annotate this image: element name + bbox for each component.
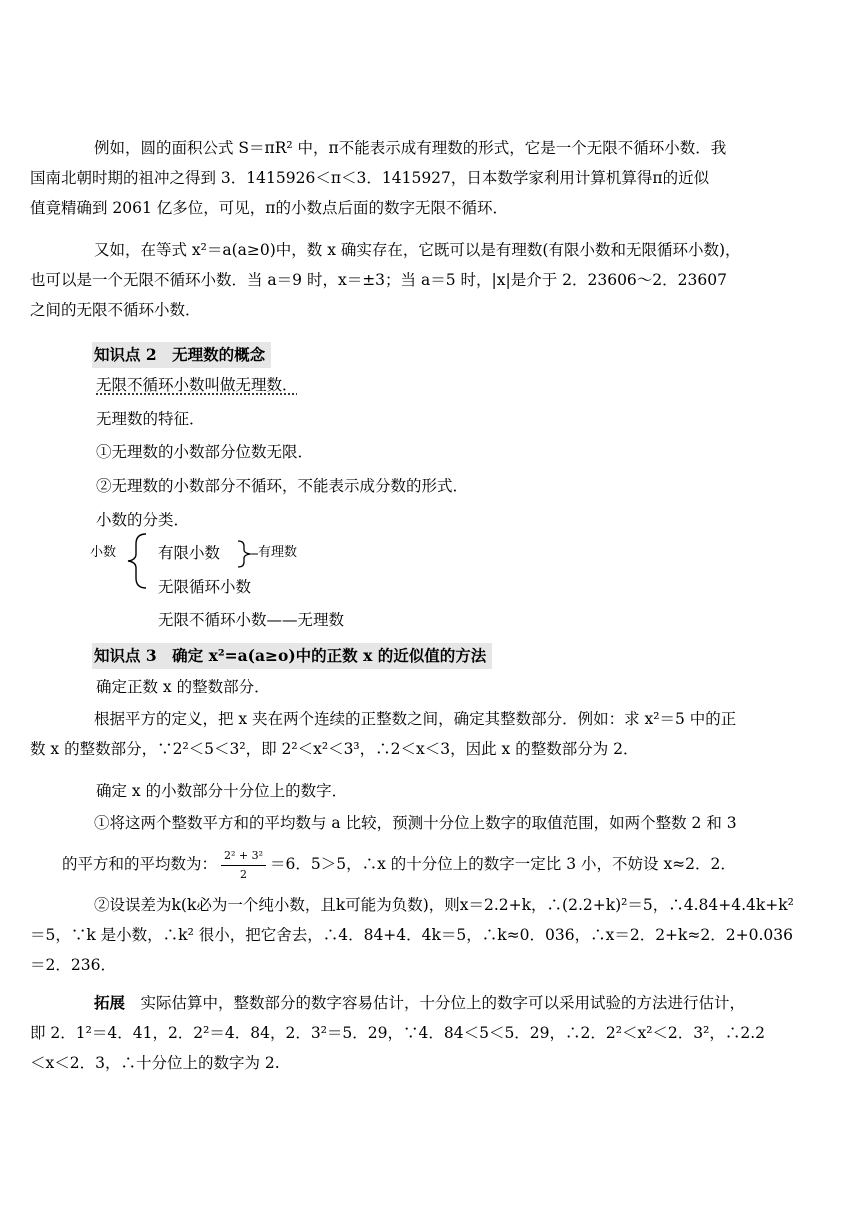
extension-line-2: 即 2．1²＝4．41，2．2²＝4．84，2．3²＝5．29，∵4．84＜5＜5．29，∴2．2²＜x²＜2．3²，∴2.2 — [30, 1024, 766, 1042]
section-2-heading: 知识点 2 无理数的概念 — [92, 342, 271, 368]
tree-irrational-line: 无限不循环小数——无理数 — [158, 611, 345, 629]
tenths-line-1: ①将这两个整数平方和的平均数与 a 比较，预测十分位上数字的取值范围，如两个整数 2 和 3 — [94, 814, 737, 832]
extension-line-3: ＜x＜2．3，∴十分位上的数字为 2. — [30, 1054, 280, 1072]
fraction-denominator: 2 — [240, 867, 248, 881]
classification-title: 小数的分类． — [96, 511, 190, 529]
paragraph-error-estimate — [30, 890, 802, 980]
sqrt-line-1: 又如，在等式 x²＝a(a≥0)中，数 x 确实存在，它既可以是有理数(有限小数和无限循环小数)， — [94, 241, 741, 259]
tree-repeating-decimal: 无限循环小数 — [158, 578, 252, 596]
tenths-line-2-post: ＝6．5＞5，∴x 的十分位上的数字一定比 3 小，不妨设 x≈2．2． — [270, 855, 736, 873]
integer-line-2: 数 x 的整数部分，∵2²＜5＜3²，即 2²＜x²＜3³，∴2＜x＜3，因此 x 的整数部分为 2． — [30, 740, 639, 758]
tree-rational-label: 有理数 — [258, 545, 298, 560]
pi-line-1: 例如，圆的面积公式 S＝πR² 中，π不能表示成有理数的形式，它是一个无限不循环小数．我 — [94, 139, 727, 157]
pi-line-2: 国南北朝时期的祖冲之得到 3．1415926＜π＜3．1415927，日本数学家利用计算机算得π的近似 — [30, 169, 710, 187]
feature-1: ①无理数的小数部分位数无限． — [96, 443, 314, 461]
sqrt-line-3: 之间的无限不循环小数． — [30, 301, 201, 319]
error-line-3: ＝2．236． — [30, 956, 116, 974]
paragraph-extension — [30, 988, 802, 1078]
left-brace-icon — [124, 532, 156, 590]
average-fraction — [221, 847, 266, 884]
extension-line-1: 实际估算中，整数部分的数字容易估计，十分位上的数字可以采用试验的方法进行估计， — [140, 994, 746, 1012]
sqrt-line-2: 也可以是一个无限不循环小数．当 a＝9 时，x＝±3；当 a＝5 时，|x|是介于 2．23606～2．23607 — [30, 271, 727, 289]
step1-title: 确定正数 x 的整数部分． — [96, 678, 270, 696]
feature-title: 无理数的特征． — [96, 410, 205, 428]
paragraph-integer-part — [30, 704, 802, 764]
error-line-2: ＝5，∵k 是小数，∴k² 很小，把它舍去，∴4．84+4．4k＝5，∴k≈0．036，∴x＝2．2+k≈2．2+0.036 — [30, 926, 794, 944]
tenths-line-2-pre: 的平方和的平均数为： — [62, 855, 218, 873]
right-brace-icon — [236, 539, 258, 569]
irrational-definition: 无限不循环小数叫做无理数． — [96, 376, 298, 394]
error-line-1: ②设误差为k(k必为一个纯小数，且k可能为负数)，则x＝2.2+k，∴(2.2+k)²＝5，∴4.84+4.4k+k² — [94, 896, 794, 914]
fraction-numerator: 2² + 3² — [221, 847, 266, 866]
tree-root-label: 小数 — [90, 545, 117, 560]
step2-title: 确定 x 的小数部分十分位上的数字． — [96, 782, 348, 800]
feature-2: ②无理数的小数部分不循环，不能表示成分数的形式． — [96, 477, 469, 495]
section-3-heading: 知识点 3 确定 x²=a(a≥o)中的正数 x 的近似值的方法 — [92, 643, 492, 669]
paragraph-pi-example — [30, 133, 802, 223]
integer-line-1: 根据平方的定义，把 x 夹在两个连续的正整数之间，确定其整数部分．例如：求 x²＝5 中的正 — [94, 710, 737, 728]
paragraph-tenths-digit-2 — [62, 844, 802, 884]
extension-label: 拓展 — [94, 993, 126, 1012]
paragraph-tenths-digit — [62, 808, 802, 838]
tree-finite-decimal: 有限小数 — [158, 544, 221, 562]
pi-line-3: 值竟精确到 2061 亿多位，可见，π的小数点后面的数字无限不循环． — [30, 199, 508, 217]
paragraph-sqrt-example — [30, 235, 802, 325]
